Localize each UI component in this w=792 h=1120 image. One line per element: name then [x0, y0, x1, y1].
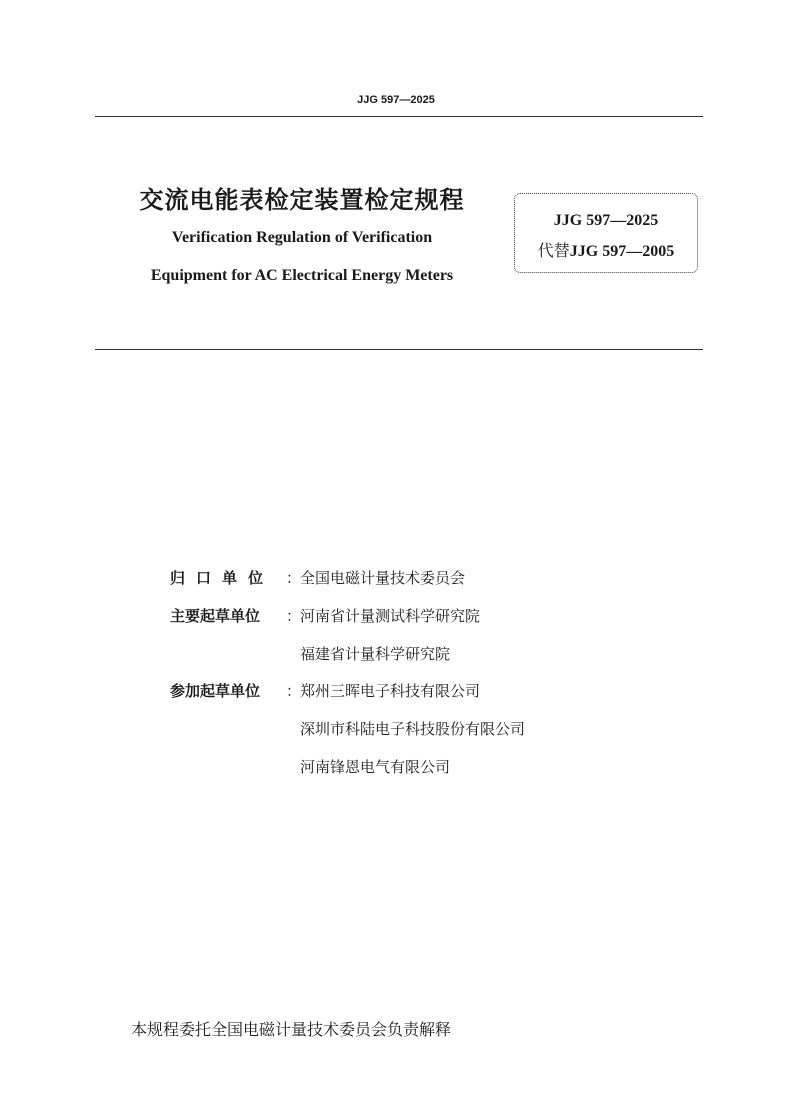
document-code-header: JJG 597—2025: [357, 94, 435, 106]
participating-drafting-unit: 河南锋恩电气有限公司: [300, 758, 451, 776]
title-english-line1: Verification Regulation of Verification: [171, 229, 433, 246]
main-drafting-unit: 河南省计量测试科学研究院: [300, 607, 481, 625]
footer-note: 本规程委托全国电磁计量技术委员会负责解释: [131, 1020, 452, 1039]
colon: ：: [286, 607, 302, 625]
replaces-code: JJG 597—2005: [569, 243, 675, 260]
main-drafting-unit: 福建省计量科学研究院: [300, 645, 451, 663]
replaces-prefix: 代替: [537, 243, 570, 260]
title-chinese: 交流电能表检定装置检定规程: [139, 186, 465, 214]
code-box-frame: [514, 193, 698, 273]
colon: ：: [286, 682, 302, 700]
middle-rule: [95, 349, 703, 350]
centralized-unit-label: 归口单位: [170, 569, 275, 587]
top-rule: [95, 116, 703, 117]
code-box-code: JJG 597—2025: [553, 212, 659, 229]
participating-drafting-unit: 深圳市科陆电子科技股份有限公司: [300, 720, 526, 738]
main-drafting-label: 主要起草单位: [170, 607, 261, 625]
code-box-replaces: [514, 238, 698, 261]
participating-drafting-label: 参加起草单位: [170, 682, 261, 700]
participating-drafting-unit: 郑州三晖电子科技有限公司: [300, 682, 481, 700]
title-english-line2: Equipment for AC Electrical Energy Meters: [150, 267, 454, 284]
centralized-unit-value: 全国电磁计量技术委员会: [300, 569, 466, 587]
colon: ：: [286, 569, 302, 587]
